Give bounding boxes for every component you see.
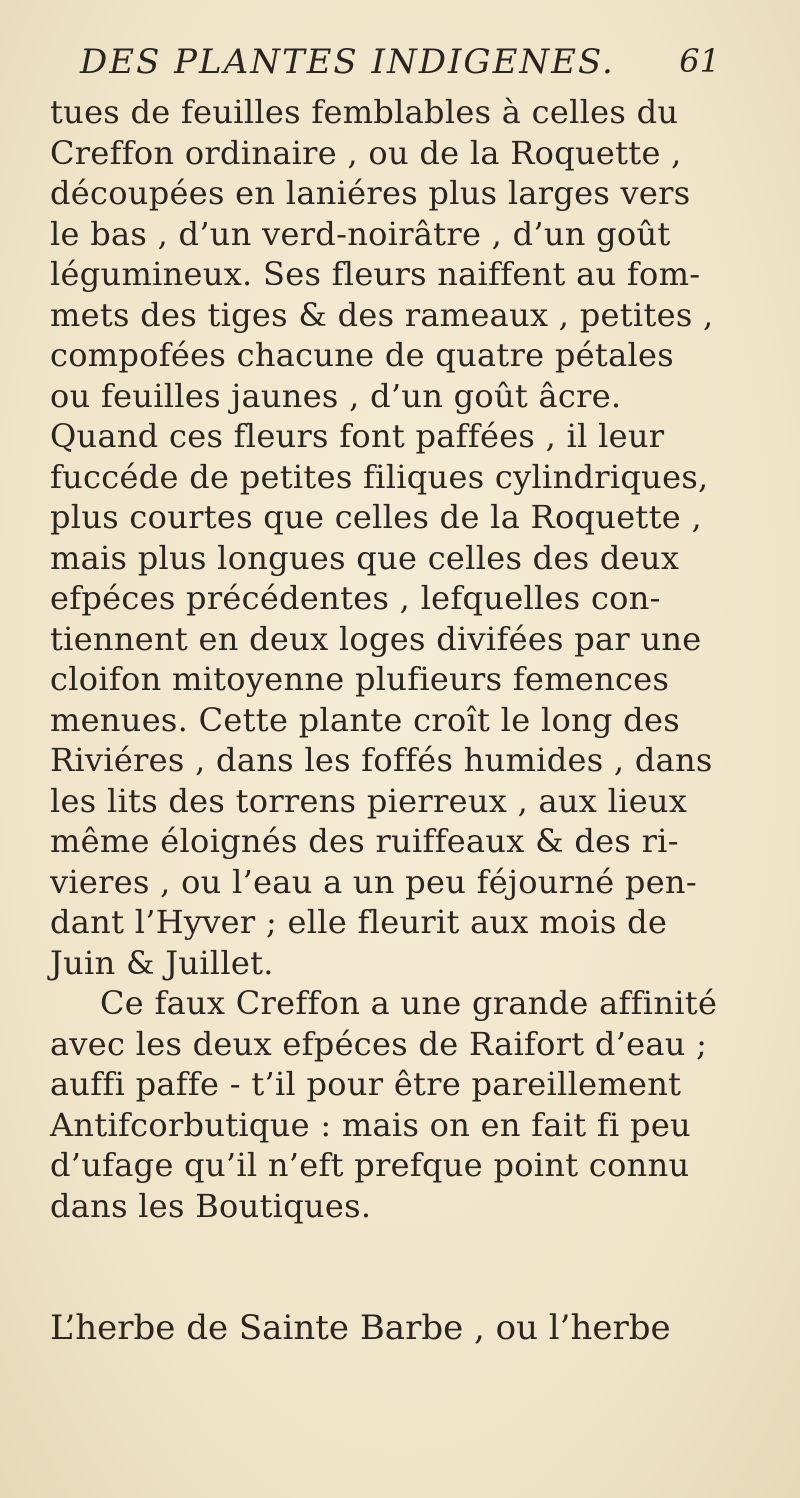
text-line: même éloignés des ruiffeaux & des ri- <box>50 822 679 860</box>
page-header <box>80 42 720 94</box>
running-head: DES PLANTES INDIGENES. <box>80 42 615 82</box>
text-line: Antifcorbutique : mais on en fait fi peu <box>50 1105 691 1144</box>
body-text <box>50 92 770 1226</box>
text-line: légumineux. Ses fleurs naiffent au fom- <box>50 255 701 293</box>
text-line: Juin & Juillet. <box>50 943 274 982</box>
text-line: vieres , ou l’eau a un peu féjourné pen- <box>50 862 697 901</box>
text-line: cloifon mitoyenne plufieurs femences <box>50 660 670 698</box>
page-number: 61 <box>679 42 720 80</box>
text-line: ou feuilles jaunes , d’un goût âcre. <box>50 376 622 415</box>
text-line: d’ufage qu’il n’eft prefque point connu <box>50 1146 690 1184</box>
text-line: fuccéde de petites filiques cylindriques, <box>50 457 709 496</box>
text-line: les lits des torrens pierreux , aux lieux <box>50 781 688 820</box>
text-line: menues. Cette plante croît le long des <box>50 700 680 739</box>
text-line: plus courtes que celles de la Roquette , <box>50 498 702 536</box>
text-line: Quand ces fleurs font paffées , il leur <box>50 417 665 455</box>
text-line: auffi paffe - t’il pour être pareillement <box>50 1065 682 1103</box>
next-entry-heading: L’herbe de Sainte Barbe , ou l’herbe <box>50 1308 671 1348</box>
text-line: tiennent en deux loges divifées par une <box>50 619 702 658</box>
text-line: efpéces précédentes , lefquelles con- <box>50 579 661 617</box>
text-line: dans les Boutiques. <box>50 1186 372 1225</box>
text-line: dant l’Hyver ; elle fleurit aux mois de <box>50 903 668 941</box>
text-line: découpées en laniéres plus larges vers <box>50 174 691 212</box>
text-line: tues de feuilles femblables à celles du <box>50 93 679 131</box>
text-line: mais plus longues que celles des deux <box>50 538 680 577</box>
text-line: mets des tiges & des rameaux , petites , <box>50 295 714 334</box>
text-line: Riviéres , dans les foffés humides , dans <box>50 741 713 779</box>
text-line: compofées chacune de quatre pétales <box>50 336 674 374</box>
text-line-paragraph-start: Ce faux Creffon a une grande affinité <box>100 984 718 1022</box>
text-line: avec les deux efpéces de Raifort d’eau ; <box>50 1024 708 1063</box>
text-line: le bas , d’un verd-noirâtre , d’un goût <box>50 214 671 253</box>
text-line: Creffon ordinaire , ou de la Roquette , <box>50 133 682 172</box>
